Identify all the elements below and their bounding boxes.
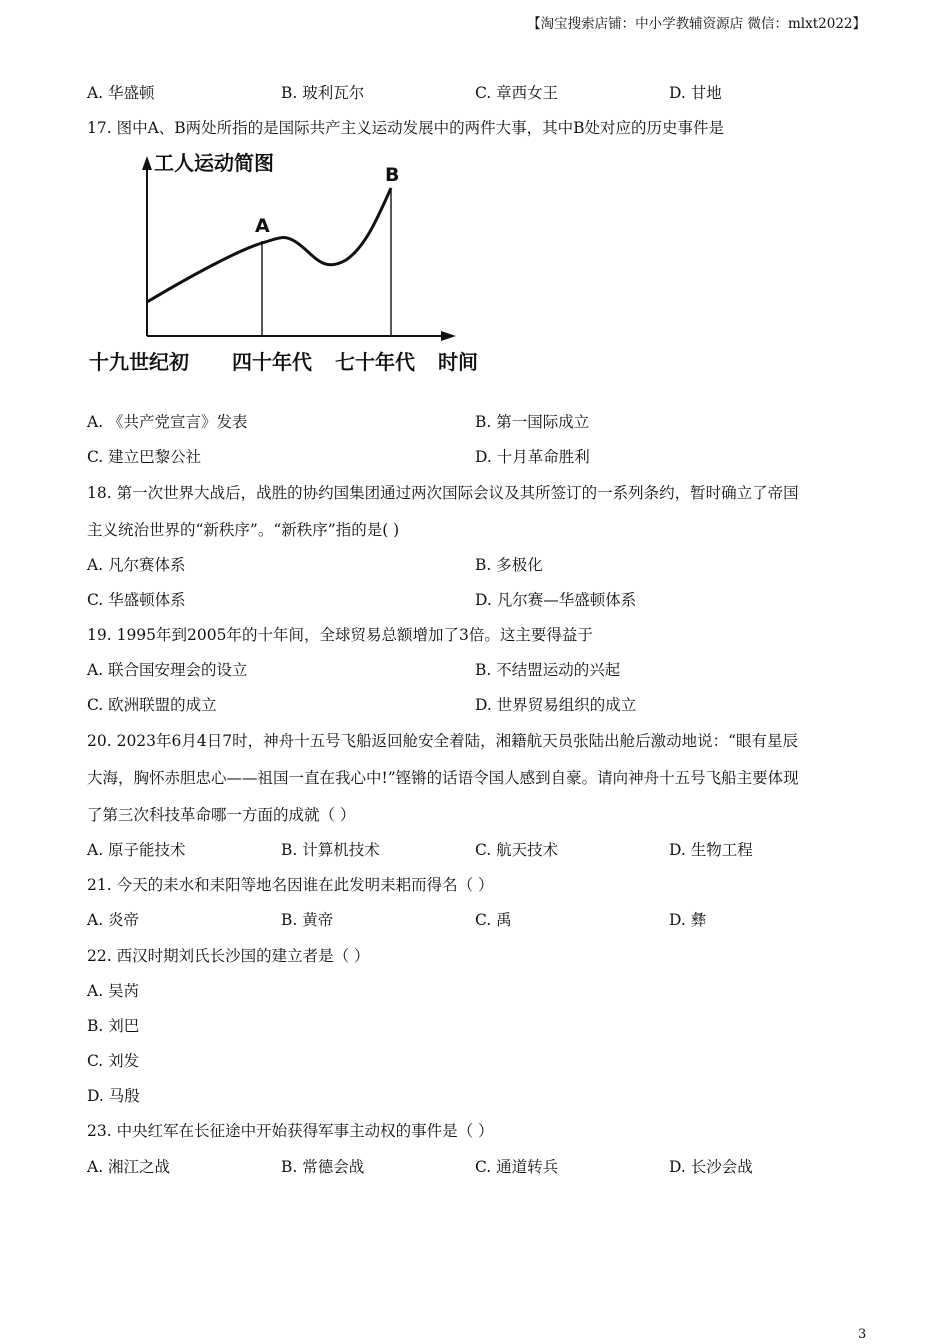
q23-stem: 23. 中央红军在长征途中开始获得军事主动权的事件是（ ）: [87, 1122, 494, 1140]
q18-option-b[interactable]: B. 多极化: [475, 556, 543, 574]
q22-stem: 22. 西汉时期刘氏长沙国的建立者是（ ）: [87, 947, 370, 965]
q22-option-d[interactable]: D. 马殷: [87, 1087, 140, 1105]
q19-option-a[interactable]: A. 联合国安理会的设立: [87, 661, 248, 679]
figure-label-b: B: [385, 164, 400, 186]
figure-x-label-4: 时间: [438, 350, 478, 374]
figure-x-label-1: 十九世纪初: [89, 350, 189, 374]
q21-option-a[interactable]: A. 炎帝: [87, 911, 140, 929]
q17-option-c[interactable]: C. 建立巴黎公社: [87, 448, 202, 466]
q17-stem: 17. 图中A、B两处所指的是国际共产主义运动发展中的两件大事，其中B处对应的历史事件是: [87, 119, 725, 137]
q17-option-d[interactable]: D. 十月革命胜利: [475, 448, 590, 466]
q22-option-c[interactable]: C. 刘发: [87, 1052, 140, 1070]
q18-option-a[interactable]: A. 凡尔赛体系: [87, 556, 186, 574]
q18-stem-line1: 18. 第一次世界大战后，战胜的协约国集团通过两次国际会议及其所签订的一系列条约，暂时确立了帝国: [87, 484, 799, 502]
q18-stem-line2: 主义统治世界的“新秩序”。“新秩序”指的是( ): [87, 521, 400, 539]
figure-curve: [147, 188, 391, 302]
worker-movement-figure: [84, 146, 484, 382]
q23-option-b[interactable]: B. 常德会战: [281, 1158, 365, 1176]
figure-label-a: A: [255, 215, 270, 237]
q21-stem: 21. 今天的耒水和耒阳等地名因谁在此发明耒耜而得名（ ）: [87, 876, 494, 894]
figure-x-label-2: 四十年代: [232, 350, 312, 374]
figure-x-axis-arrow: [441, 331, 456, 341]
page-header-watermark: 【淘宝搜索店铺：中小学教辅资源店 微信：mlxt2022】: [527, 16, 866, 32]
q16-option-c[interactable]: C. 章西女王: [475, 84, 559, 102]
q21-option-b[interactable]: B. 黄帝: [281, 911, 334, 929]
q21-option-d[interactable]: D. 彝: [669, 911, 707, 929]
q19-stem: 19. 1995年到2005年的十年间，全球贸易总额增加了3倍。这主要得益于: [87, 626, 593, 644]
figure-x-label-3: 七十年代: [335, 350, 415, 374]
q23-option-c[interactable]: C. 通道转兵: [475, 1158, 559, 1176]
q16-option-a[interactable]: A. 华盛顿: [87, 84, 155, 102]
q20-option-d[interactable]: D. 生物工程: [669, 841, 753, 859]
figure-title: 工人运动简图: [154, 151, 274, 175]
q20-option-a[interactable]: A. 原子能技术: [87, 841, 186, 859]
q17-option-a[interactable]: A. 《共产党宣言》发表: [87, 413, 248, 431]
q18-option-d[interactable]: D. 凡尔赛—华盛顿体系: [475, 591, 637, 609]
q20-option-b[interactable]: B. 计算机技术: [281, 841, 380, 859]
q21-option-c[interactable]: C. 禹: [475, 911, 512, 929]
q16-option-b[interactable]: B. 玻利瓦尔: [281, 84, 365, 102]
q17-option-b[interactable]: B. 第一国际成立: [475, 413, 590, 431]
q19-option-b[interactable]: B. 不结盟运动的兴起: [475, 661, 621, 679]
q22-option-b[interactable]: B. 刘巴: [87, 1017, 140, 1035]
q20-stem-line1: 20. 2023年6月4日7时，神舟十五号飞船返回舱安全着陆，湘籍航天员张陆出舱后激动地说：“眼有星辰: [87, 732, 799, 750]
q20-stem-line3: 了第三次科技革命哪一方面的成就（ ）: [87, 806, 356, 824]
figure-y-axis-arrow: [142, 156, 152, 170]
q23-option-d[interactable]: D. 长沙会战: [669, 1158, 753, 1176]
q23-option-a[interactable]: A. 湘江之战: [87, 1158, 171, 1176]
q16-option-d[interactable]: D. 甘地: [669, 84, 722, 102]
page-number: 3: [858, 1327, 867, 1342]
q19-option-c[interactable]: C. 欧洲联盟的成立: [87, 696, 217, 714]
q20-stem-line2: 大海，胸怀赤胆忠心——祖国一直在我心中!”铿锵的话语令国人感到自豪。请向神舟十五号飞船主要体现: [87, 769, 799, 787]
q18-option-c[interactable]: C. 华盛顿体系: [87, 591, 186, 609]
q19-option-d[interactable]: D. 世界贸易组织的成立: [475, 696, 637, 714]
q22-option-a[interactable]: A. 吴芮: [87, 982, 140, 1000]
q20-option-c[interactable]: C. 航天技术: [475, 841, 559, 859]
